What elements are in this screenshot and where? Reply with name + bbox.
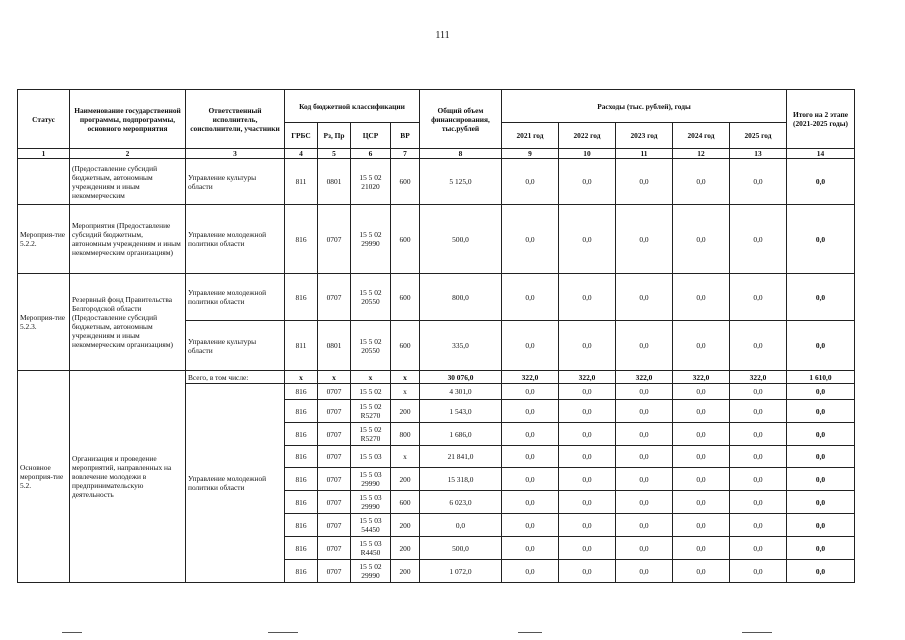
total-cell: 500,0 [420,537,502,560]
year-cell: 322,0 [616,371,673,384]
csr-cell: 15 5 03 54450 [351,514,391,537]
year-cell: 0,0 [559,446,616,468]
stage-total-cell: 0,0 [787,560,855,583]
rzpr-cell: 0707 [318,384,351,400]
grbs-cell: x [285,371,318,384]
year-cell: 0,0 [730,446,787,468]
table-row [18,205,855,274]
column-number: 11 [616,149,673,159]
rzpr-cell: 0801 [318,321,351,371]
grbs-cell: 816 [285,491,318,514]
status-cell: Мероприя-тие 5.2.2. [18,205,70,274]
rzpr-cell: 0707 [318,491,351,514]
scan-mark [742,632,772,633]
header-year: 2025 год [730,123,787,149]
year-cell: 0,0 [502,384,559,400]
stage-total-cell: 0,0 [787,321,855,371]
year-cell: 0,0 [502,468,559,491]
vr-cell: 600 [391,274,420,321]
vr-cell: 600 [391,491,420,514]
status-cell: Мероприя-тие 5.2.3. [18,274,70,371]
rzpr-cell: 0707 [318,423,351,446]
scan-mark [62,632,82,633]
column-number: 14 [787,149,855,159]
year-cell: 0,0 [616,321,673,371]
rzpr-cell: 0707 [318,446,351,468]
year-cell: 0,0 [673,205,730,274]
year-cell: 0,0 [673,560,730,583]
table-row [18,159,855,205]
total-cell: 15 318,0 [420,468,502,491]
table-row [18,274,855,321]
stage-total-cell: 0,0 [787,159,855,205]
year-cell: 0,0 [730,537,787,560]
name-cell: Организация и проведение мероприятий, направленных на вовлечение молодежи в предпринимательскую деятельность [70,371,186,583]
header-budget-code: Код бюджетной классификации [285,90,420,123]
stage-total-cell: 0,0 [787,514,855,537]
status-cell [18,159,70,205]
total-cell: 1 072,0 [420,560,502,583]
rzpr-cell: 0801 [318,159,351,205]
column-number: 4 [285,149,318,159]
year-cell: 0,0 [730,423,787,446]
vr-cell: x [391,384,420,400]
year-cell: 0,0 [559,491,616,514]
header-stage-total: Итого на 2 этапе (2021-2025 годы) [787,90,855,149]
grbs-cell: 816 [285,274,318,321]
year-cell: 0,0 [502,400,559,423]
column-number: 9 [502,149,559,159]
year-cell: 0,0 [616,274,673,321]
year-cell: 0,0 [502,560,559,583]
header-expenses: Расходы (тыс. рублей), годы [502,90,787,123]
total-cell: 1 686,0 [420,423,502,446]
column-number: 8 [420,149,502,159]
header-year: 2021 год [502,123,559,149]
table-row [18,371,855,384]
rzpr-cell: 0707 [318,537,351,560]
year-cell: 0,0 [502,159,559,205]
year-cell: 0,0 [673,537,730,560]
year-cell: 322,0 [673,371,730,384]
scan-mark [268,632,298,633]
year-cell: 0,0 [730,514,787,537]
scan-mark [518,632,542,633]
vr-cell: 200 [391,514,420,537]
year-cell: 322,0 [502,371,559,384]
csr-cell: 15 5 03 R4450 [351,537,391,560]
csr-cell: 15 5 03 29990 [351,491,391,514]
csr-cell: 15 5 02 29990 [351,205,391,274]
grbs-cell: 816 [285,205,318,274]
year-cell: 0,0 [673,514,730,537]
total-cell: 21 841,0 [420,446,502,468]
year-cell: 0,0 [616,446,673,468]
column-number: 13 [730,149,787,159]
year-cell: 0,0 [673,423,730,446]
csr-cell: 15 5 02 29990 [351,560,391,583]
vr-cell: 200 [391,468,420,491]
grbs-cell: 816 [285,446,318,468]
csr-cell: 15 5 02 R5270 [351,400,391,423]
header-grbs: ГРБС [285,123,318,149]
budget-table [17,89,855,583]
total-cell: 335,0 [420,321,502,371]
year-cell: 322,0 [559,371,616,384]
total-cell: 6 023,0 [420,491,502,514]
responsible-cell: Управление культуры области [186,321,285,371]
grbs-cell: 816 [285,384,318,400]
rzpr-cell: 0707 [318,468,351,491]
name-cell: (Предоставление субсидий бюджетным, автономным учреждениям и иным некоммерческим [70,159,186,205]
year-cell: 0,0 [502,274,559,321]
year-cell: 0,0 [559,205,616,274]
year-cell: 0,0 [616,159,673,205]
stage-total-cell: 0,0 [787,423,855,446]
total-cell: 500,0 [420,205,502,274]
year-cell: 322,0 [730,371,787,384]
total-cell: 5 125,0 [420,159,502,205]
csr-cell: x [351,371,391,384]
vr-cell: 600 [391,205,420,274]
vr-cell: 200 [391,560,420,583]
header-responsible: Ответственный исполнитель, соисполнители, участники [186,90,285,149]
responsible-cell: Управление молодежной политики области [186,384,285,583]
grbs-cell: 811 [285,321,318,371]
header-csr: ЦСР [351,123,391,149]
total-cell: 1 543,0 [420,400,502,423]
column-number: 5 [318,149,351,159]
rzpr-cell: 0707 [318,400,351,423]
year-cell: 0,0 [673,468,730,491]
year-cell: 0,0 [616,423,673,446]
year-cell: 0,0 [502,205,559,274]
year-cell: 0,0 [559,400,616,423]
header-name: Наименование государственной программы, подпрограммы, основного мероприятия [70,90,186,149]
vr-cell: 600 [391,321,420,371]
responsible-cell: Управление молодежной политики области [186,205,285,274]
rzpr-cell: 0707 [318,205,351,274]
csr-cell: 15 5 02 [351,384,391,400]
year-cell: 0,0 [559,560,616,583]
year-cell: 0,0 [730,159,787,205]
year-cell: 0,0 [559,274,616,321]
year-cell: 0,0 [502,321,559,371]
year-cell: 0,0 [730,400,787,423]
year-cell: 0,0 [730,491,787,514]
status-cell: Основное мероприя-тие 5.2. [18,371,70,583]
csr-cell: 15 5 03 29990 [351,468,391,491]
vr-cell: x [391,371,420,384]
responsible-cell: Всего, в том числе: [186,371,285,384]
year-cell: 0,0 [559,423,616,446]
year-cell: 0,0 [730,321,787,371]
year-cell: 0,0 [616,514,673,537]
rzpr-cell: x [318,371,351,384]
rzpr-cell: 0707 [318,514,351,537]
total-cell: 30 076,0 [420,371,502,384]
year-cell: 0,0 [730,384,787,400]
year-cell: 0,0 [502,514,559,537]
vr-cell: 600 [391,159,420,205]
header-vr: ВР [391,123,420,149]
year-cell: 0,0 [559,159,616,205]
year-cell: 0,0 [616,537,673,560]
column-number: 6 [351,149,391,159]
grbs-cell: 816 [285,400,318,423]
column-number: 2 [70,149,186,159]
name-cell: Резервный фонд Правительства Белгородской области (Предоставление субсидий бюджетным, автономным учреждениям и иным некоммерческим организациям) [70,274,186,371]
year-cell: 0,0 [673,491,730,514]
stage-total-cell: 0,0 [787,274,855,321]
year-cell: 0,0 [559,537,616,560]
column-number: 10 [559,149,616,159]
year-cell: 0,0 [616,205,673,274]
stage-total-cell: 0,0 [787,384,855,400]
grbs-cell: 811 [285,159,318,205]
stage-total-cell: 0,0 [787,400,855,423]
year-cell: 0,0 [673,321,730,371]
year-cell: 0,0 [502,423,559,446]
csr-cell: 15 5 02 20550 [351,274,391,321]
year-cell: 0,0 [502,537,559,560]
year-cell: 0,0 [730,560,787,583]
year-cell: 0,0 [673,400,730,423]
year-cell: 0,0 [673,446,730,468]
year-cell: 0,0 [559,468,616,491]
stage-total-cell: 1 610,0 [787,371,855,384]
csr-cell: 15 5 02 R5270 [351,423,391,446]
year-cell: 0,0 [559,514,616,537]
stage-total-cell: 0,0 [787,491,855,514]
year-cell: 0,0 [616,491,673,514]
rzpr-cell: 0707 [318,560,351,583]
stage-total-cell: 0,0 [787,468,855,491]
year-cell: 0,0 [616,468,673,491]
grbs-cell: 816 [285,537,318,560]
year-cell: 0,0 [673,159,730,205]
csr-cell: 15 5 02 21020 [351,159,391,205]
year-cell: 0,0 [730,205,787,274]
column-number: 7 [391,149,420,159]
header-total: Общий объем финансирования, тыс.рублей [420,90,502,149]
total-cell: 800,0 [420,274,502,321]
year-cell: 0,0 [616,560,673,583]
page-number: 111 [435,30,450,41]
csr-cell: 15 5 03 [351,446,391,468]
header-rzpr: Рз, Пр [318,123,351,149]
stage-total-cell: 0,0 [787,446,855,468]
csr-cell: 15 5 02 20550 [351,321,391,371]
vr-cell: 200 [391,400,420,423]
vr-cell: x [391,446,420,468]
grbs-cell: 816 [285,514,318,537]
vr-cell: 200 [391,537,420,560]
responsible-cell: Управление культуры области [186,159,285,205]
column-number: 12 [673,149,730,159]
rzpr-cell: 0707 [318,274,351,321]
name-cell: Мероприятия (Предоставление субсидий бюджетным, автономным учреждениям и иным некоммерческим организациям) [70,205,186,274]
vr-cell: 800 [391,423,420,446]
year-cell: 0,0 [559,384,616,400]
header-year: 2023 год [616,123,673,149]
year-cell: 0,0 [616,400,673,423]
total-cell: 4 301,0 [420,384,502,400]
header-year: 2022 год [559,123,616,149]
stage-total-cell: 0,0 [787,537,855,560]
year-cell: 0,0 [730,468,787,491]
header-status: Статус [18,90,70,149]
total-cell: 0,0 [420,514,502,537]
year-cell: 0,0 [730,274,787,321]
column-number: 1 [18,149,70,159]
header-year: 2024 год [673,123,730,149]
column-number: 3 [186,149,285,159]
year-cell: 0,0 [673,274,730,321]
grbs-cell: 816 [285,560,318,583]
year-cell: 0,0 [673,384,730,400]
responsible-cell: Управление молодежной политики области [186,274,285,321]
year-cell: 0,0 [502,446,559,468]
year-cell: 0,0 [616,384,673,400]
year-cell: 0,0 [559,321,616,371]
year-cell: 0,0 [502,491,559,514]
grbs-cell: 816 [285,468,318,491]
grbs-cell: 816 [285,423,318,446]
stage-total-cell: 0,0 [787,205,855,274]
